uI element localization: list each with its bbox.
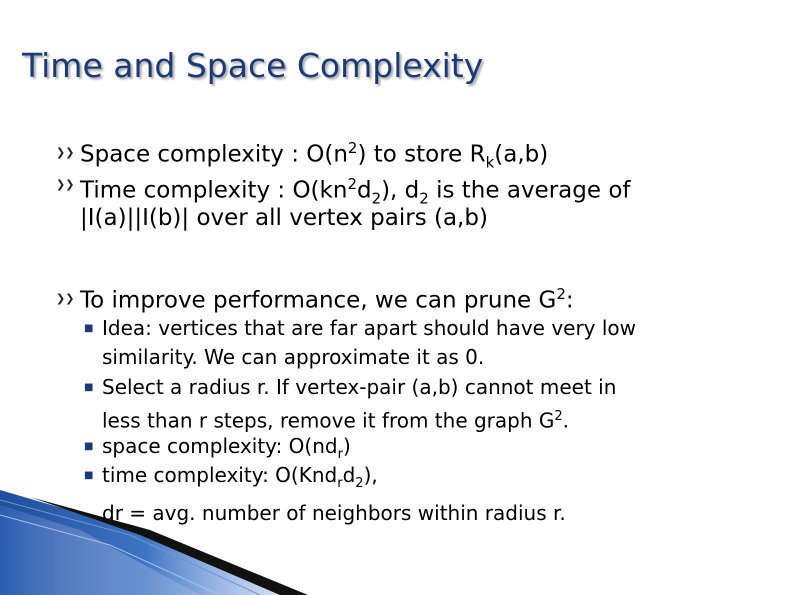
bullet-time-complexity: Time complexity : $O(kn^2d_2)$, $d_2$ is the average of bbox=[80, 175, 631, 208]
sub-bullet-radius: Select a radius r. If vertex-pair (a,b) cannot meet in bbox=[102, 375, 617, 399]
square-bullet-icon: ■ bbox=[84, 382, 94, 393]
bullet-prune: To improve performance, we can prune $G^2$: bbox=[80, 285, 574, 314]
slide-title: Time and Space Complexity bbox=[22, 46, 484, 85]
arrow-bullet-icon: ❯❯ bbox=[56, 178, 75, 191]
arrow-bullet-icon: ❯❯ bbox=[56, 146, 75, 159]
sub-bullet-radius-cont: less than r steps, remove it from the graph $G^2$. bbox=[102, 408, 570, 433]
bullet-space-complexity: Space complexity : $O(n^2)$ to store $R_k(a,b)$ bbox=[80, 139, 549, 172]
sub-bullet-space: space complexity: $O(nd_r)$ bbox=[102, 434, 351, 462]
sub-bullet-time-cont: dr = avg. number of neighbors within radius r. bbox=[102, 501, 566, 525]
square-bullet-icon: ■ bbox=[84, 323, 94, 334]
bullet-time-complexity-cont: |I(a)||I(b)| over all vertex pairs (a,b) bbox=[80, 205, 488, 231]
square-bullet-icon: ■ bbox=[84, 470, 94, 481]
sub-bullet-time: time complexity: $O(Knd_rd_2)$, bbox=[102, 463, 378, 491]
arrow-bullet-icon: ❯❯ bbox=[56, 292, 75, 305]
sub-bullet-idea: Idea: vertices that are far apart should have very low bbox=[102, 316, 637, 340]
square-bullet-icon: ■ bbox=[84, 441, 94, 452]
sub-bullet-idea-cont: similarity. We can approximate it as 0. bbox=[102, 345, 485, 369]
